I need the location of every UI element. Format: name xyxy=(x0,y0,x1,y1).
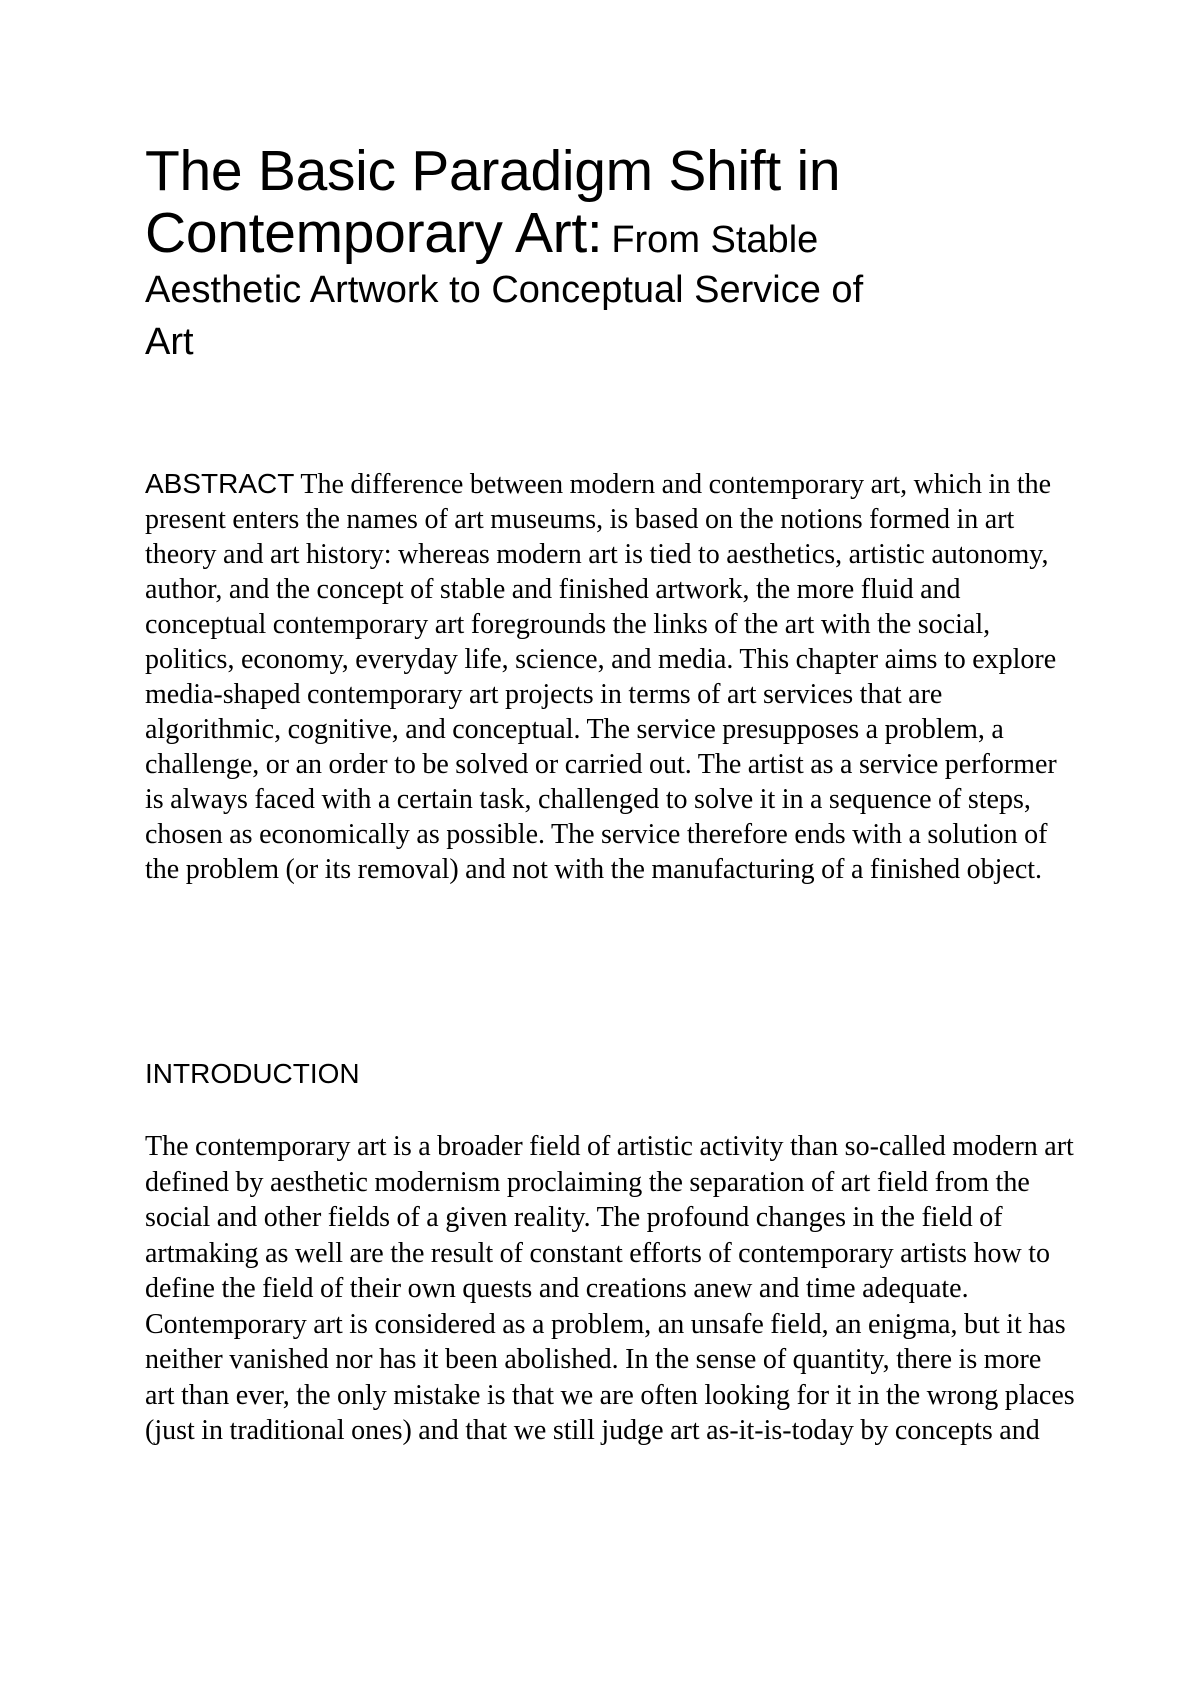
title-line-4: Art xyxy=(145,321,194,363)
document-title xyxy=(145,140,1075,368)
document-page xyxy=(145,140,1075,1477)
title-line-3: Aesthetic Artwork to Conceptual Service of xyxy=(145,269,864,311)
abstract-paragraph xyxy=(145,466,1075,887)
introduction-paragraph: The contemporary art is a broader field of artistic activity than so-called modern art defined by aesthetic modernism proclaiming the separation of art field from the social and other fields of a given reality. The profound changes in the field of artmaking as well are the result of constant efforts of contemporary artists how to define the field of their own quests and creations anew and time adequate. Contemporary art is considered as a problem, an unsafe field, an enigma, but it has neither vanished nor has it been abolished. In the sense of quantity, there is more art than ever, the only mistake is that we are often looking for it in the wrong places (just in traditional ones) and that we still judge art as-it-is-today by concepts and xyxy=(145,1131,1075,1446)
abstract-text: The difference between modern and contemporary art, which in the present enters the names of art museums, is based on the notions formed in art theory and art history: whereas modern art is tied to aesthetics, artistic autonomy, author, and the concept of stable and finished artwork, the more fluid and conceptual contemporary art foregrounds the links of the art with the social, politics, economy, everyday life, science, and media. This chapter aims to explore media-shaped contemporary art projects in terms of art services that are algorithmic, cognitive, and conceptual. The service presupposes a problem, a challenge, or an order to be solved or carried out. The artist as a service performer is always faced with a certain task, challenged to solve it in a sequence of steps, chosen as economically as possible. The service therefore ends with a solution of the problem (or its removal) and not with the manufacturing of a finished object. xyxy=(145,469,1057,885)
title-line-2-sub: From Stable xyxy=(611,219,819,261)
title-line-1: The Basic Paradigm Shift in xyxy=(145,139,841,203)
title-line-2-main: Contemporary Art: xyxy=(145,201,603,265)
introduction-heading: INTRODUCTION xyxy=(145,1058,360,1089)
abstract-label: ABSTRACT xyxy=(145,468,295,499)
